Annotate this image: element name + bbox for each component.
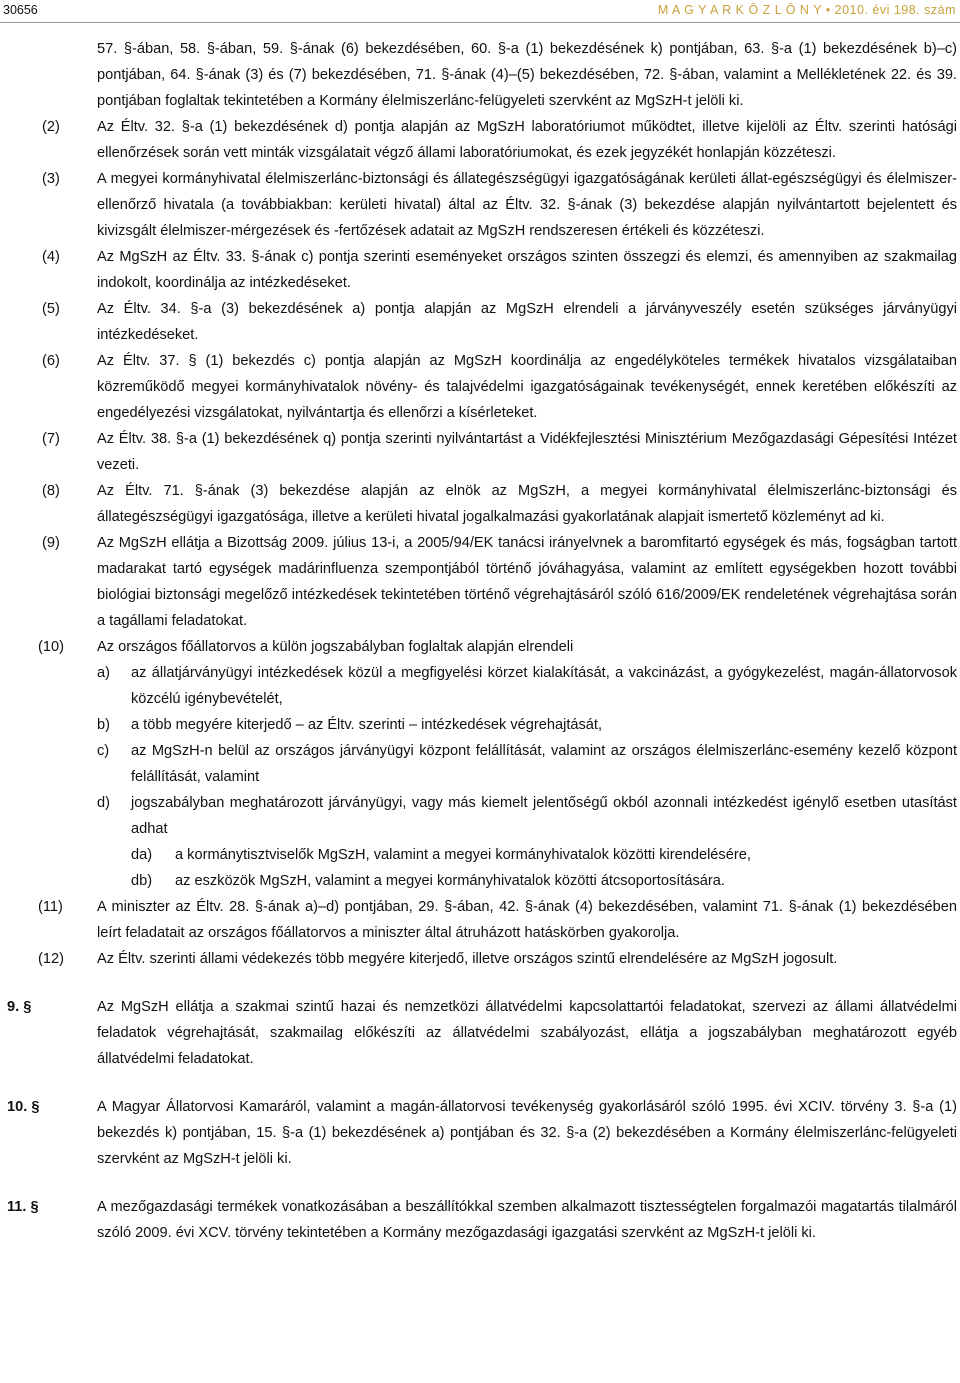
paragraph-7 [42, 426, 957, 478]
paragraph-text: Az Éltv. 71. §-ának (3) bekezdése alapján az elnök az MgSzH, a megyei kormányhivatal élelmiszerlánc-biztonsági és állategészségügyi igazgatósága, illetve a kerületi hivatal jogalkalmazási gyakorlatának alapjait ismertető közleményt ad ki. [97, 483, 957, 525]
section-text: A Magyar Állatorvosi Kamaráról, valamint a magán-állatorvosi tevékenység gyakorlásáról szóló 1995. évi XCIV. törvény 3. §-a (1) bekezdés k) pontjában, 15. §-a (1) bekezdésének a) pontjában és 32. §-a (2) bekezdésében a Kormány élelmiszerlánc-felügyeleti szervként az MgSzH-t jelöli ki. [97, 1099, 957, 1167]
list-item-letter: d) [97, 795, 110, 811]
intro-paragraph [97, 36, 957, 114]
paragraph-text: 57. §-ában, 58. §-ában, 59. §-ának (6) bekezdésében, 60. §-a (1) bekezdésének k) pontjában, 63. §-a (1) bekezdésének b)–c) pontjában, 64. §-ának (3) és (7) bekezdésében, 71. §-ának (4)–(5) bekezdésében, 72. §-ában, valamint a Mellékletének 22. és 39. pontjában foglaltak tekintetében a Kormány élelmiszerlánc-felügyeleti szervként az MgSzH-t jelöli ki. [97, 41, 957, 109]
paragraph-8 [42, 478, 957, 530]
paragraph-number: (8) [42, 483, 60, 499]
list-item-text: a több megyére kiterjedő – az Éltv. szerinti – intézkedések végrehajtását, [131, 717, 603, 733]
paragraph-10 [38, 634, 957, 660]
list-item-text: jogszabályban meghatározott járványügyi, vagy más kiemelt jelentőségű okból azonnali intézkedést igénylő esetben utasítást adhat [131, 795, 957, 837]
section-number: 10. § [7, 1099, 40, 1115]
paragraph-3 [42, 166, 957, 244]
section-9 [7, 994, 957, 1072]
list-item-text: az állatjárványügyi intézkedések közül a megfigyelési körzet kialakítását, a vakcinázást, a gyógykezelést, magán-állatorvosok közcélú igénybevételét, [131, 665, 957, 707]
paragraph-11 [38, 894, 957, 946]
paragraph-text: Az MgSzH az Éltv. 33. §-ának c) pontja szerinti eseményeket országos szinten összegzi és elemzi, és amennyiben az szakmailag indokolt, koordinálja az intézkedéseket. [97, 249, 957, 291]
list-item-d [97, 790, 957, 842]
paragraph-5 [42, 296, 957, 348]
paragraph-4 [42, 244, 957, 296]
section-text: Az MgSzH ellátja a szakmai szintű hazai és nemzetközi állatvédelmi kapcsolattartói feladatokat, szervezi az állami állatvédelmi feladatok végrehajtását, szakmailag előkészíti az állatvédelmi szabályozást, ellátja a jogszabályban meghatározott egyéb állatvédelmi feladatokat. [97, 999, 957, 1067]
paragraph-number: (10) [38, 639, 64, 655]
paragraph-text: Az Éltv. 37. § (1) bekezdés c) pontja alapján az MgSzH koordinálja az engedélyköteles termékek hivatalos vizsgálataiban közreműködő megyei kormányhivatalok növény- és talajvédelmi igazgatóságainak tevékenységét, ennek keretében előkészíti az engedélyezési vizsgálatokat, nyilvántartja és ellenőrzi a kísérleteket. [97, 353, 957, 421]
paragraph-2 [42, 114, 957, 166]
list-item-text: a kormánytisztviselők MgSzH, valamint a megyei kormányhivatalok közötti kirendelésére, [175, 847, 751, 863]
list-item-db [131, 868, 957, 894]
section-number: 9. § [7, 999, 32, 1015]
journal-title: M A G Y A R K Ö Z L Ö N Y • 2010. évi 198. szám [657, 3, 956, 17]
paragraph-9 [42, 530, 957, 634]
paragraph-number: (5) [42, 301, 60, 317]
list-item-text: az MgSzH-n belül az országos járványügyi központ felállítását, valamint az országos élelmiszerlánc-esemény kezelő központ felállítását, valamint [131, 743, 957, 785]
paragraph-text: Az országos főállatorvos a külön jogszabályban foglaltak alapján elrendeli [97, 639, 574, 655]
section-10 [7, 1094, 957, 1172]
list-item-c [97, 738, 957, 790]
list-item-a [97, 660, 957, 712]
paragraph-12 [38, 946, 957, 972]
section-text: A mezőgazdasági termékek vonatkozásában a beszállítókkal szemben alkalmazott tisztességtelen forgalmazói magatartás tilalmáról szóló 2009. évi XCV. törvény tekintetében a Kormány mezőgazdasági igazgatási szervként az MgSzH-t jelöli ki. [97, 1199, 957, 1241]
paragraph-number: (2) [42, 119, 60, 135]
paragraph-text: Az Éltv. 34. §-a (3) bekezdésének a) pontja alapján az MgSzH elrendeli a járványveszély esetén szükséges járványügyi intézkedéseket. [97, 301, 957, 343]
paragraph-text: Az MgSzH ellátja a Bizottság 2009. július 13-i, a 2005/94/EK tanácsi irányelvnek a baromfitartó egységek és más, fogságban tartott madarakat tartó egységek madárinfluenza szempontjából történő jóváhagyása, valamint az említett egységekben hozott további biológiai biztonsági megelőző intézkedések tekintetében történő végrehajtásáról szóló 616/2009/EK rendeletének végrehajtása során a tagállami feladatokat. [97, 535, 957, 629]
list-item-text: az eszközök MgSzH, valamint a megyei kormányhivatalok közötti átcsoportosítására. [175, 873, 725, 889]
page-header [0, 0, 960, 23]
page-number: 30656 [3, 3, 38, 17]
list-item-letter: b) [97, 717, 110, 733]
paragraph-6 [42, 348, 957, 426]
list-item-letter: db) [131, 873, 153, 889]
list-item-letter: c) [97, 743, 110, 759]
section-number: 11. § [7, 1199, 39, 1215]
paragraph-number: (3) [42, 171, 60, 187]
paragraph-text: A megyei kormányhivatal élelmiszerlánc-biztonsági és állategészségügyi igazgatóságának kerületi állat-egészségügyi és élelmiszer-ellenőrző hivatala (a továbbiakban: kerületi hivatal) által az Éltv. 32. §-ának (3) bekezdése alapján nyilvántartott bejelentett és kivizsgált élelmiszer-mérgezések és -fertőzések adatait az MgSzH rendszeresen értékeli és közzéteszi. [97, 171, 957, 239]
paragraph-text: Az Éltv. 32. §-a (1) bekezdésének d) pontja alapján az MgSzH laboratóriumot működtet, illetve kijelöli az Éltv. szerinti hatósági ellenőrzések során vett minták vizsgálatait végző állami laboratóriumokat, és ezek jegyzékét honlapján közzéteszi. [97, 119, 957, 161]
paragraph-number: (7) [42, 431, 60, 447]
list-item-letter: da) [131, 847, 153, 863]
list-item-b [97, 712, 957, 738]
list-item-letter: a) [97, 665, 110, 681]
paragraph-text: Az Éltv. szerinti állami védekezés több megyére kiterjedő, illetve országos szintű elrendelésére az MgSzH jogosult. [97, 951, 838, 967]
paragraph-number: (4) [42, 249, 60, 265]
paragraph-number: (12) [38, 951, 64, 967]
document-body [0, 36, 960, 1246]
paragraph-text: A miniszter az Éltv. 28. §-ának a)–d) pontjában, 29. §-ában, 42. §-ának (4) bekezdésében, valamint 71. §-ának (1) bekezdésében leírt feladatait az országos főállatorvos a miniszter által átruházott hatáskörben gyakorolja. [97, 899, 957, 941]
paragraph-text: Az Éltv. 38. §-a (1) bekezdésének q) pontja szerinti nyilvántartást a Vidékfejlesztési Minisztérium Mezőgazdasági Gépesítési Intézet vezeti. [97, 431, 957, 473]
paragraph-number: (9) [42, 535, 60, 551]
paragraph-number: (6) [42, 353, 60, 369]
paragraph-number: (11) [38, 899, 63, 915]
section-11 [7, 1194, 957, 1246]
list-item-da [131, 842, 957, 868]
